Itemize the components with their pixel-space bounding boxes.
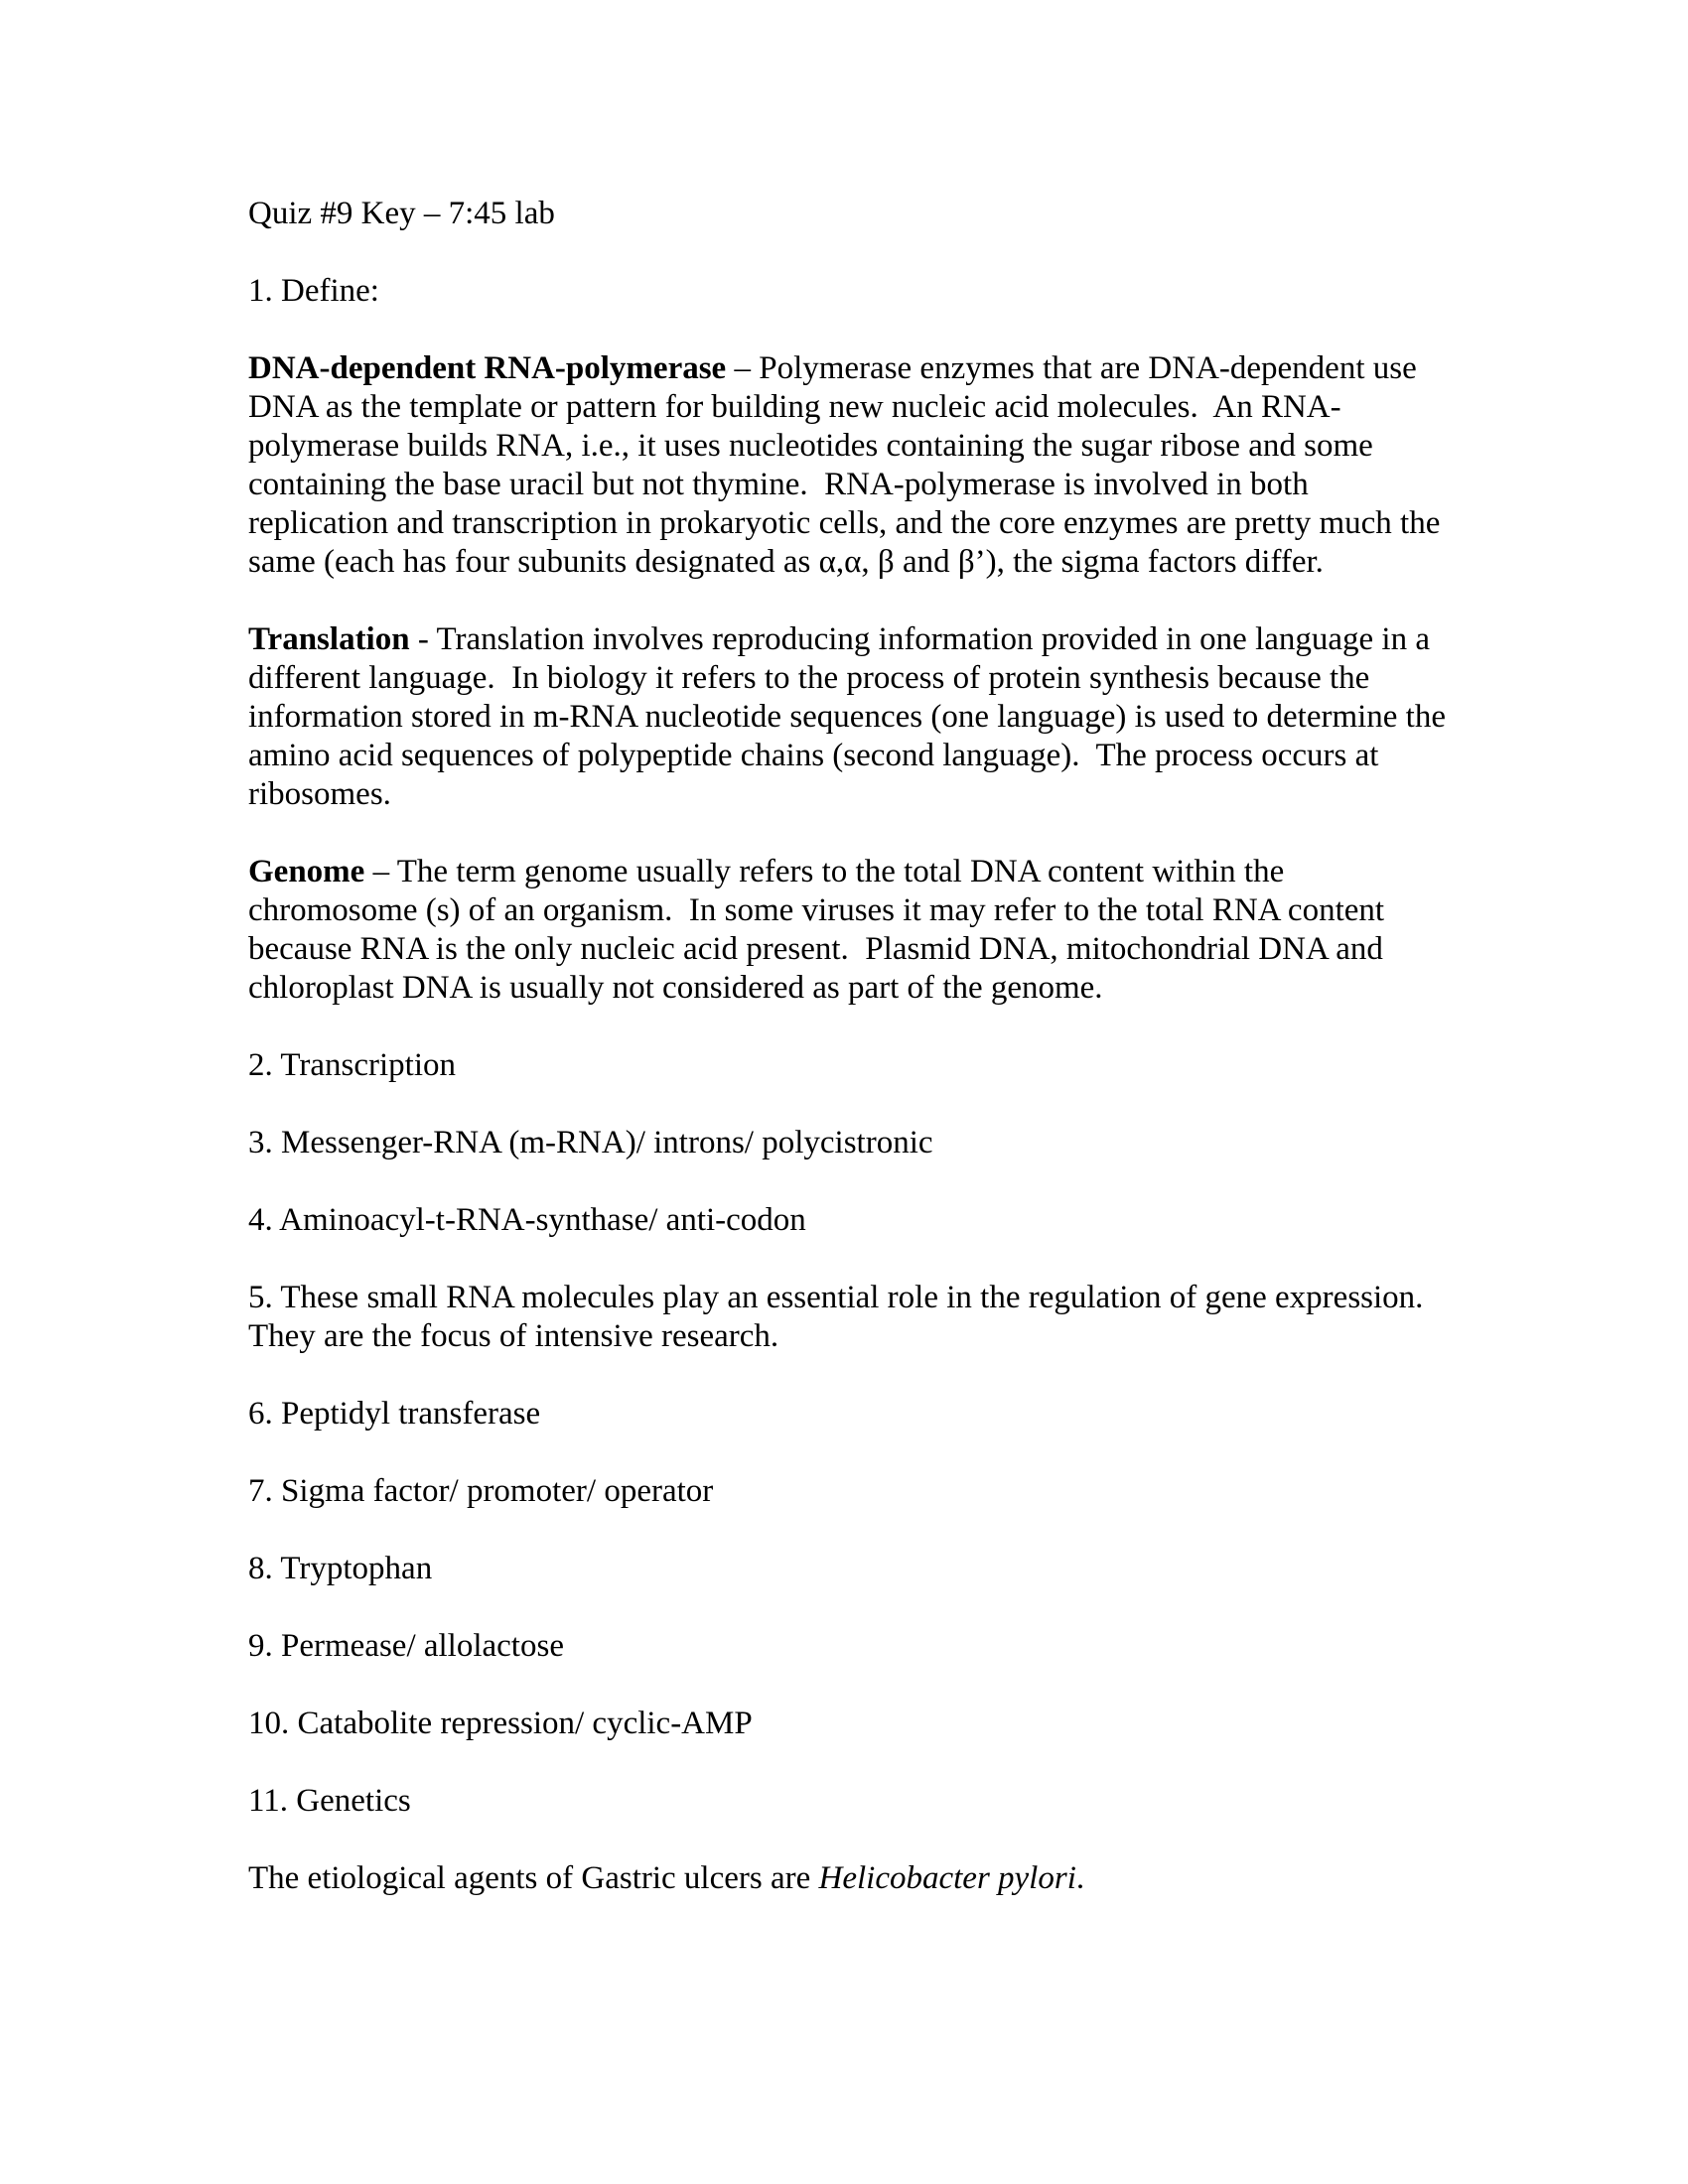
definition-paragraph: DNA-dependent RNA-polymerase – Polymerase enzymes that are DNA-dependent use DNA as the template or pattern for building new nucleic acid molecules. An RNA-polymerase builds RNA, i.e., it uses nucleotides containing the sugar ribose and some containing the base uracil but not thymine. RNA-polymerase is involved in both replication and transcription in prokaryotic cells, and the core enzymes are pretty much the same (each has four subunits designated as α,α, β and β’), the sigma factors differ. [248, 350, 1449, 580]
term-bold: DNA-dependent RNA-polymerase [248, 350, 727, 386]
paragraph-text: 3. Messenger-RNA (m-RNA)/ introns/ polycistronic [248, 1125, 933, 1160]
paragraph-text: The term genome usually refers to the total DNA content within the chromosome (s) of an organism. In some viruses it may refer to the total RNA content because RNA is the only nucleic acid present. Plasmid DNA, mitochondrial DNA and chloroplast DNA is usually not considered as part of the genome. [248, 854, 1393, 1006]
paragraph-list [248, 272, 1455, 1898]
term-bold: Genome [248, 854, 365, 889]
paragraph-text: 4. Aminoacyl-t-RNA-synthase/ anti-codon [248, 1202, 806, 1238]
paragraph-text: Translation involves reproducing information provided in one language in a different language. In biology it refers to the process of protein synthesis because the information stored in m-RNA nucleotide sequences (one language) is used to determine the amino acid sequences of polypeptide chains (second language). The process occurs at ribosomes. [248, 621, 1455, 812]
paragraph [248, 1124, 1450, 1162]
paragraph [248, 272, 1450, 311]
paragraph [248, 1395, 1450, 1433]
paragraph [248, 1550, 1450, 1588]
paragraph [248, 1705, 1450, 1743]
paragraph-text: 10. Catabolite repression/ cyclic-AMP [248, 1706, 753, 1741]
paragraph-text: 8. Tryptophan [248, 1551, 433, 1586]
paragraph [248, 1201, 1450, 1240]
document-content [248, 195, 1455, 1937]
paragraph-text: 1. Define: [248, 273, 379, 309]
paragraph-text: 2. Transcription [248, 1047, 457, 1083]
paragraph-text: Polymerase enzymes that are DNA-dependent use DNA as the template or pattern for building new nucleic acid molecules. An RNA-polymerase builds RNA, i.e., it uses nucleotides containing the sugar ribose and some containing the base uracil but not thymine. RNA-polymerase is involved in both replication and transcription in prokaryotic cells, and the core enzymes are pretty much the same (each has four subunits designated as α,α, β and β’), the sigma factors differ. [248, 350, 1449, 580]
term-bold: Translation [248, 621, 410, 657]
definition-paragraph: Translation - Translation involves reproducing information provided in one language in a different language. In biology it refers to the process of protein synthesis because the information stored in m-RNA nucleotide sequences (one language) is used to determine the amino acid sequences of polypeptide chains (second language). The process occurs at ribosomes. [248, 621, 1455, 812]
paragraph-text: 11. Genetics [248, 1783, 411, 1819]
paragraph-text: The etiological agents of Gastric ulcers are [248, 1860, 819, 1896]
paragraph: The etiological agents of Gastric ulcers are Helicobacter pylori. [248, 1860, 1085, 1896]
paragraph [248, 1627, 1450, 1666]
paragraph-text: 6. Peptidyl transferase [248, 1396, 541, 1432]
species-name-italic: Helicobacter pylori [818, 1860, 1076, 1896]
paragraph [248, 1472, 1450, 1511]
paragraph-text: 5. These small RNA molecules play an essential role in the regulation of gene expression. They are the focus of intensive research. [248, 1280, 1440, 1354]
document-title: Quiz #9 Key – 7:45 lab [248, 196, 555, 231]
definition-paragraph: Genome – The term genome usually refers to the total DNA content within the chromosome (s) of an organism. In some viruses it may refer to the total RNA content because RNA is the only nucleic acid present. Plasmid DNA, mitochondrial DNA and chloroplast DNA is usually not considered as part of the genome. [248, 854, 1393, 1006]
paragraph-text: 7. Sigma factor/ promoter/ operator [248, 1473, 714, 1509]
paragraph-text: 9. Permease/ allolactose [248, 1628, 564, 1664]
paragraph [248, 1782, 1450, 1821]
paragraph [248, 1046, 1450, 1085]
paragraph [248, 1279, 1450, 1356]
